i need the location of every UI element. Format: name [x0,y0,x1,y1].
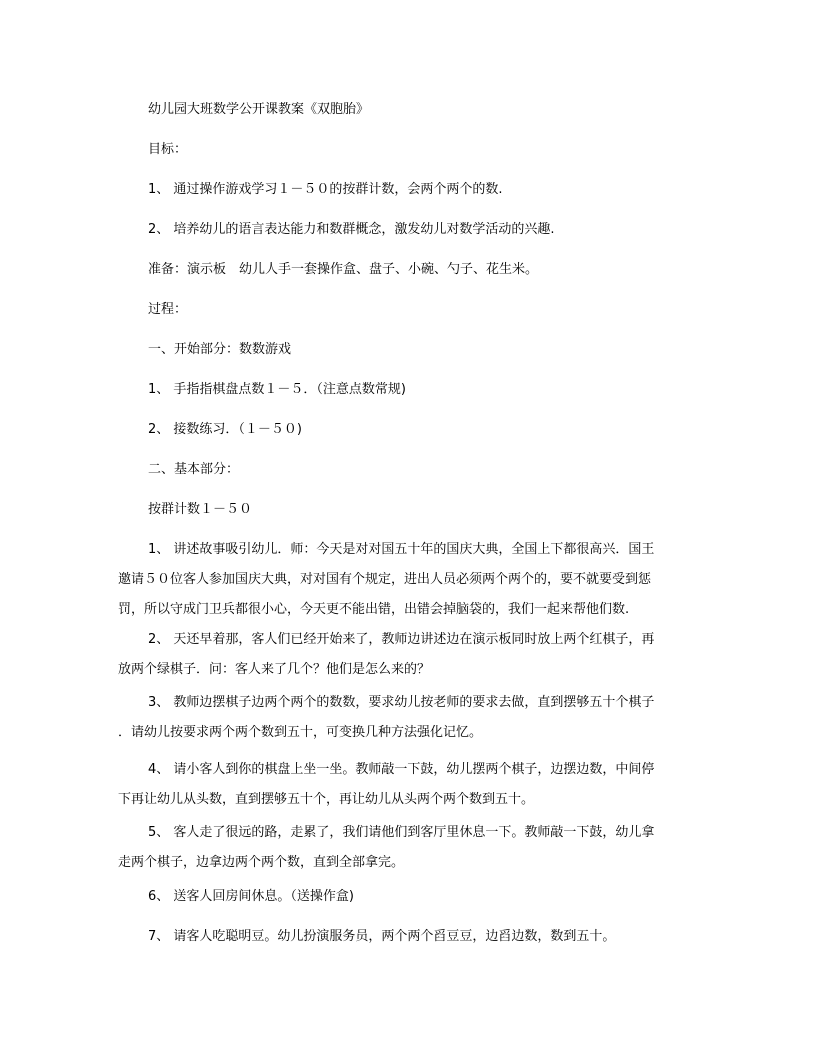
part2-heading: 二、基本部分： [148,462,240,477]
process-heading: 过程： [148,302,188,317]
goal-item-1: 1、 通过操作游戏学习１－５０的按群计数，会两个两个的数. [148,182,503,197]
part1-heading: 一、开始部分：数数游戏 [148,342,292,357]
step-paragraph-5 [118,818,664,878]
step-paragraph-7 [148,922,664,952]
step-3-line-1: 3、 教师边摆棋子边两个两个的数数，要求幼儿按老师的要求去做，直到摆够五十个棋子 [148,695,655,710]
goal-item-2: 2、 培养幼儿的语言表达能力和数群概念，激发幼儿对数学活动的兴趣. [148,222,555,237]
step-5-line-2: 走两个棋子，边拿边两个两个数，直到全部拿完。 [118,855,405,870]
step-3-line-2: ．请幼儿按要求两个两个数到五十，可变换几种方法强化记忆。 [118,725,483,740]
step-1-line-2: 邀请５０位客人参加国庆大典，对对国有个规定，进出人员必须两个两个的，要不就要受到惩 [118,572,652,587]
step-6-line-1: 6、 送客人回房间休息。（送操作盒) [148,889,354,904]
step-paragraph-1 [118,535,664,625]
goal-heading: 目标： [148,142,188,157]
step-paragraph-3 [118,688,664,748]
preparation-text: 准备：演示板 幼儿人手一套操作盒、盘子、小碗、勺子、花生米。 [148,262,539,277]
part2-subheading: 按群计数１－５０ [148,502,253,517]
step-paragraph-4 [118,755,664,815]
part1-item-2: 2、 接数练习．（１－５０) [148,422,302,437]
step-7-line-1: 7、 请客人吃聪明豆。幼儿扮演服务员，两个两个舀豆豆，边舀边数，数到五十。 [148,929,616,944]
step-1-line-1: 1、 讲述故事吸引幼儿．师：今天是对对国五十年的国庆大典，全国上下都很高兴．国王 [148,542,655,557]
step-4-line-1: 4、 请小客人到你的棋盘上坐一坐。教师敲一下鼓，幼儿摆两个棋子，边摆边数，中间停 [148,762,655,777]
step-1-line-3: 罚，所以守成门卫兵都很小心，今天更不能出错，出错会掉脑袋的，我们一起来帮他们数. [118,602,630,617]
step-2-line-2: 放两个绿棋子．问：客人来了几个？他们是怎么来的？ [118,662,431,677]
part1-item-1: 1、 手指指棋盘点数１－５．（注意点数常规) [148,382,406,397]
step-paragraph-2 [118,625,664,685]
step-5-line-1: 5、 客人走了很远的路，走累了，我们请他们到客厅里休息一下。教师敲一下鼓，幼儿拿 [148,825,655,840]
step-4-line-2: 下再让幼儿从头数，直到摆够五十个，再让幼儿从头两个两个数到五十。 [118,792,535,807]
document-title: 幼儿园大班数学公开课教案《双胞胎》 [148,102,370,117]
step-2-line-1: 2、 天还早着那，客人们已经开始来了，教师边讲述边在演示板同时放上两个红棋子，再 [148,632,655,647]
step-paragraph-6 [148,882,664,912]
